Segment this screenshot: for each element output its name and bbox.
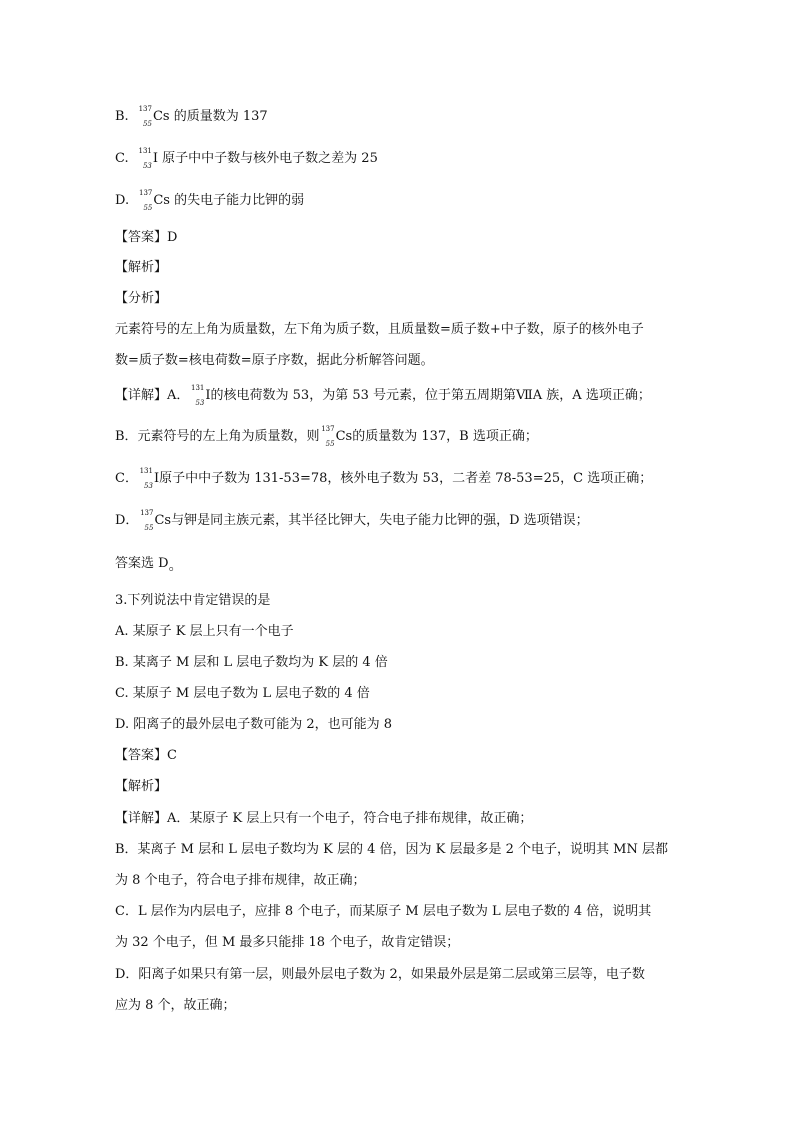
paragraph-line: 元素符号的左上角为质量数，左下角为质子数，且质量数=质子数+中子数，原子的核外电子: [115, 322, 644, 337]
explanation-line: D．阳离子如果只有第一层，则最外层电子数为 2，如果最外层是第二层或第三层等，电子数: [115, 967, 645, 982]
option-text: 原子中中子数与核外电子数之差为 25: [162, 151, 378, 166]
element-symbol: Cs: [335, 429, 353, 444]
explanation-line: B．某离子 M 层和 L 层电子数均为 K 层的 4 倍，因为 K 层最多是 2 个电子，说明其 MN 层都: [115, 842, 669, 857]
detail-c: C． 131 53 I原子中中子数为 131-53=78，核外电子数为 53，二者差 78-53=25，C 选项正确；: [115, 467, 653, 490]
question-3-option-a: A. 某原子 K 层上只有一个电子: [115, 624, 294, 639]
paragraph-line: 数=质子数=核电荷数=原子序数，据此分析解答问题。: [115, 353, 434, 368]
explanation-line: 【详解】A．某原子 K 层上只有一个电子，符合电子排布规律，故正确；: [115, 811, 533, 826]
option-d: [115, 189, 305, 212]
isotope-cs: 137 55: [138, 105, 152, 128]
element-symbol: I: [153, 471, 160, 486]
detail-b: B．元素符号的左上角为质量数，则 137 55 Cs的质量数为 137，B 选项正确；: [115, 425, 538, 448]
option-b: [115, 105, 268, 128]
isotope-i: 131 53: [138, 147, 152, 170]
option-label: B.: [115, 109, 129, 124]
option-label: C.: [115, 151, 129, 166]
question-3-option-b: B. 某离子 M 层和 L 层电子数均为 K 层的 4 倍: [115, 655, 388, 670]
detail-a: 【详解】A． 131 53 I的核电荷数为 53，为第 53 号元素，位于第五周期第ⅦA 族，A 选项正确；: [115, 384, 651, 407]
question-3: 3.下列说法中肯定错误的是: [115, 593, 271, 608]
option-label: D.: [115, 193, 130, 208]
choose-answer-1: 答案选 D。: [115, 556, 183, 574]
answer-1: 【答案】D: [115, 230, 178, 245]
detail-d: D． 137 55 Cs与钾是同主族元素，其半径比钾大，失电子能力比钾的强，D 选项错误；: [115, 509, 589, 532]
isotope-cs: 137 55: [321, 425, 335, 448]
element-symbol: I: [152, 151, 159, 166]
element-symbol: I: [205, 388, 211, 403]
option-text: 的失电子能力比钾的弱: [174, 193, 305, 208]
explanation-line: 应为 8 个，故正确；: [115, 998, 236, 1013]
explanation-line: 为 32 个电子，但 M 最多只能排 18 个电子，故肯定错误；: [115, 935, 460, 950]
analysis-heading-1: 【解析】: [115, 260, 168, 275]
isotope-i: 131 53: [191, 384, 205, 407]
explanation-line: 为 8 个电子，符合电子排布规律，故正确；: [115, 873, 366, 888]
element-symbol: Cs: [154, 513, 172, 528]
isotope-cs: 137 55: [140, 509, 154, 532]
option-text: 的质量数为 137: [173, 109, 268, 124]
answer-2: 【答案】C: [115, 748, 177, 763]
option-c: [115, 147, 378, 170]
question-3-option-c: C. 某原子 M 层电子数为 L 层电子数的 4 倍: [115, 686, 370, 701]
element-symbol: Cs: [152, 109, 170, 124]
isotope-i: 131 53: [139, 467, 153, 490]
isotope-cs: 137 55: [138, 189, 153, 212]
analysis-heading-2: 【解析】: [115, 779, 168, 794]
element-symbol: Cs: [153, 193, 170, 208]
explanation-line: C．L 层作为内层电子，应排 8 个电子，而某原子 M 层电子数为 L 层电子数的 4 倍，说明其: [115, 904, 652, 919]
question-3-option-d: D. 阳离子的最外层电子数可能为 2，也可能为 8: [115, 717, 393, 732]
fenxi-heading: 【分析】: [115, 291, 168, 306]
